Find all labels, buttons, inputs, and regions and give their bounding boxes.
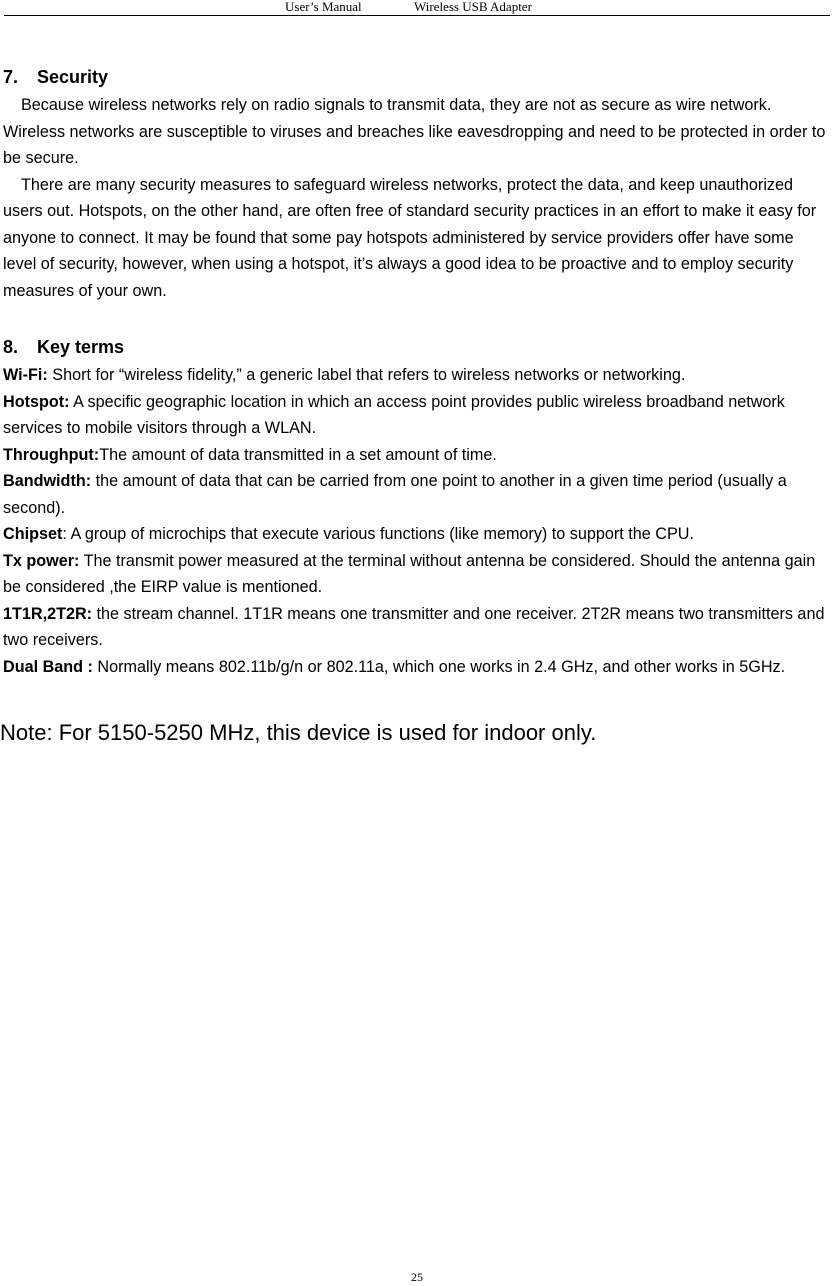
term-tx-power bbox=[3, 548, 829, 601]
term-throughput bbox=[3, 442, 829, 469]
section-security-number: 7. bbox=[3, 67, 19, 87]
security-paragraph-2: There are many security measures to safeguard wireless networks, protect the data, and keep unauthorized users out. Hotspots, on the other hand, are often free of standard security practices in an effort to make it easy for anyone to connect. It may be found that some pay hotspots administered by service providers offer have some level of security, however, when using a hotspot, it’s always a good idea to be proactive and to employ security measures of your own. bbox=[3, 175, 817, 300]
term-label: 1T1R,2T2R: bbox=[3, 604, 93, 623]
header-manual-title: User’s Manual bbox=[285, 0, 362, 14]
term-label: Wi-Fi: bbox=[3, 366, 48, 384]
term-dual-band bbox=[3, 654, 829, 681]
term-definition: : A group of microchips that execute various functions (like memory) to support the CPU. bbox=[62, 525, 694, 543]
page-header bbox=[0, 0, 834, 16]
term-bandwidth bbox=[3, 468, 829, 521]
term-label: Bandwidth: bbox=[3, 472, 92, 490]
indoor-use-note: Note: For 5150-5250 MHz, this device is used for indoor only. bbox=[0, 720, 597, 745]
security-paragraph-1: Because wireless networks rely on radio signals to transmit data, they are not as secure as wire network. Wireless networks are susceptible to viruses and breaches like eavesdropping and need to be protected in order to be secure. bbox=[3, 96, 826, 167]
term-definition: Short for “wireless fidelity,” a generic label that refers to wireless networks or networking. bbox=[47, 366, 686, 384]
section-security-heading bbox=[3, 62, 829, 92]
page-number: 25 bbox=[411, 1270, 423, 1284]
section-key-terms-heading bbox=[3, 332, 829, 362]
term-label: Dual Band : bbox=[3, 657, 93, 676]
term-label: Chipset bbox=[3, 525, 63, 543]
header-product-title: Wireless USB Adapter bbox=[414, 0, 532, 14]
section-key-terms-title: Key terms bbox=[37, 337, 125, 357]
term-definition: A specific geographic location in which an access point provides public wireless broadband network services to mobile visitors through a WLAN. bbox=[3, 392, 785, 437]
section-security-title: Security bbox=[37, 67, 109, 87]
section-gap bbox=[3, 304, 829, 332]
term-definition: Normally means 802.11b/g/n or 802.11a, which one works in 2.4 GHz, and other works in 5GHz. bbox=[92, 657, 786, 676]
term-label: Hotspot: bbox=[3, 392, 70, 411]
term-definition: the amount of data that can be carried from one point to another in a given time period (usually a second). bbox=[3, 472, 787, 517]
section-key-terms-number: 8. bbox=[3, 337, 19, 357]
term-hotspot bbox=[3, 389, 829, 442]
term-label: Throughput: bbox=[3, 445, 100, 464]
term-definition: The transmit power measured at the terminal without antenna be considered. Should the antenna gain be considered ,the EIRP value is mentioned. bbox=[3, 551, 816, 596]
term-chipset bbox=[3, 521, 829, 548]
term-wifi bbox=[3, 362, 829, 389]
header-rule bbox=[4, 15, 830, 16]
term-definition: the stream channel. 1T1R means one transmitter and one receiver. 2T2R means two transmitters and two receivers. bbox=[3, 604, 825, 649]
page-content bbox=[3, 62, 829, 680]
term-label: Tx power: bbox=[3, 551, 80, 570]
term-1t1r-2t2r bbox=[3, 601, 829, 654]
term-definition: The amount of data transmitted in a set amount of time. bbox=[99, 445, 497, 464]
